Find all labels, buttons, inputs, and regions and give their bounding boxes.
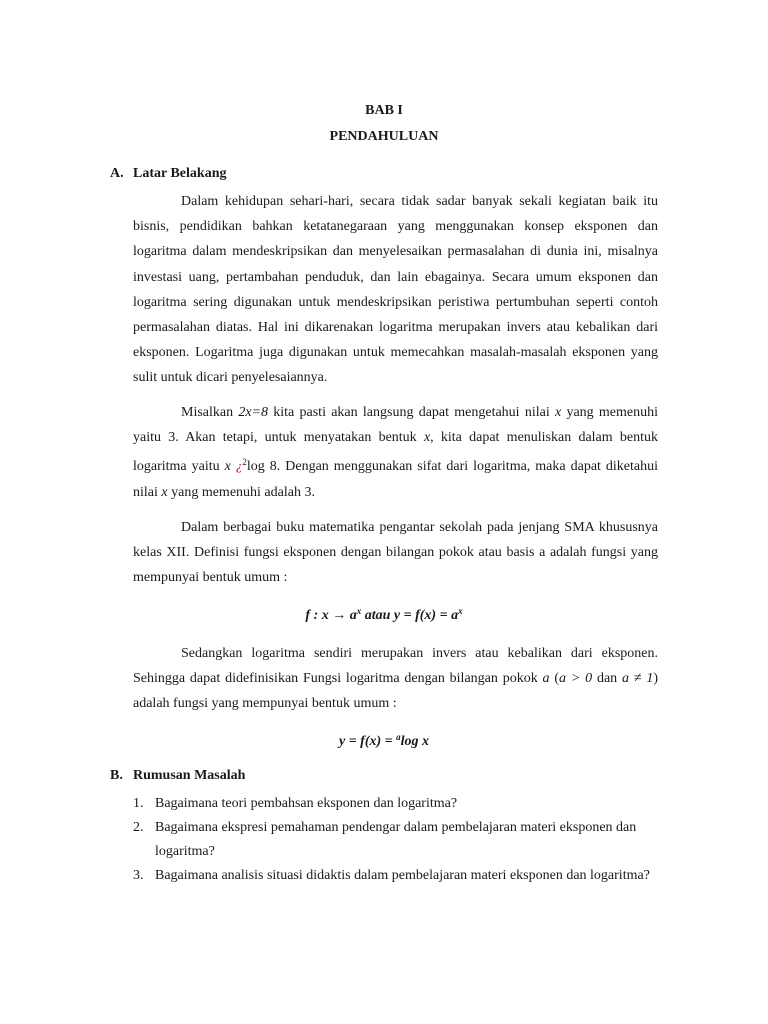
- section-b-heading: [110, 768, 245, 784]
- p2-text-3: yang memenuhi yaitu 3. Akan tetapi, untuk menyatakan bentuk: [133, 405, 658, 446]
- p4-text-1: Sedangkan logaritma sendiri merupakan invers atau kebalikan dari eksponen. Sehingga dapat didefinisikan Fungsi logaritma dengan bilangan pokok: [133, 646, 658, 687]
- variable-x: x: [554, 405, 562, 420]
- variable-x: x: [423, 430, 431, 446]
- p2-text-5: . Dengan menggunakan sifat dari logaritma, maka dapat diketahui nilai: [133, 459, 659, 500]
- p2-text-4: , kita dapat menuliskan dalam bentuk logaritma yaitu: [133, 430, 659, 475]
- chapter-number: BAB I: [365, 103, 403, 118]
- log-expression: x ¿$^2$log 8: [224, 457, 277, 475]
- paragraph-1-text: Dalam kehidupan sehari-hari, secara tidak sadar banyak sekali kegiatan baik itu bisnis, pendidikan bahkan ketatanegaraan yang menggunakan konsep eksponen dan logaritma dalam mendeskripsikan dan menyelesaikan permasalahan di dunia ini, misalnya investasi uang, pertambahan penduduk, dan lain ebagainya. Secara umum eksponen dan logaritma sering digunakan untuk mendeskripsikan peristiwa pertumbuhan seperti contoh permasalahan diatas. Hal ini dikarenakan logaritma merupakan invers atau kebalikan dari eksponen. Logaritma juga digunakan untuk memecahkan masalah-masalah eksponen yang sulit untuk dicari penyelesaiannya.: [133, 194, 658, 386]
- problem-list: [133, 792, 658, 888]
- variable-a: a: [542, 671, 550, 687]
- p2-text-6: yang memenuhi adalah 3.: [171, 484, 315, 500]
- p2-text-1: Misalkan: [181, 405, 234, 420]
- formula-logarithm: y = f(x) = $^a$log x: [338, 732, 430, 749]
- broken-glyph: ¿: [235, 458, 243, 474]
- equation-2x-8: 2x=8: [238, 405, 269, 420]
- paragraph-2: [133, 400, 658, 505]
- formula-exponent: f : $x \to a^x$ atau $y = f(x) = a^x$: [305, 606, 463, 623]
- condition-a-positive: a > 0: [559, 671, 593, 687]
- section-a-title: Latar Belakang: [133, 166, 227, 181]
- p2-text-2: kita pasti akan langsung dapat mengetahui nilai: [273, 405, 550, 420]
- variable-x: x: [161, 484, 168, 500]
- condition-a-not-one: a ≠ 1: [622, 671, 654, 687]
- paragraph-1: [133, 189, 658, 391]
- section-b-marker: B.: [110, 768, 123, 783]
- paragraph-3-text: Dalam berbagai buku matematika pengantar sekolah pada jenjang SMA khususnya kelas XII. Definisi fungsi eksponen dengan bilangan pokok atau basis a adalah fungsi yang mempunyai bentuk umum :: [133, 520, 658, 586]
- list-item: 2. Bagaimana ekspresi pemahaman pendengar dalam pembelajaran materi eksponen dan logaritma?: [133, 820, 637, 859]
- list-item: 1. Bagaimana teori pembahsan eksponen dan logaritma?: [133, 796, 458, 811]
- section-a-heading: [110, 166, 226, 182]
- section-b-title: Rumusan Masalah: [133, 768, 246, 783]
- paragraph-3: [133, 515, 658, 591]
- chapter-title: PENDAHULUAN: [329, 129, 439, 144]
- paragraph-4: Sedangkan logaritma sendiri merupakan invers atau kebalikan dari eksponen. Sehingga dapat didefinisikan Fungsi logaritma dengan bilangan pokok a (a > 0 dan a ≠ 1) adalah fungsi yang mempunyai bentuk umum :: [133, 646, 659, 712]
- list-item: 3. Bagaimana analisis situasi didaktis dalam pembelajaran materi eksponen dan logaritma?: [133, 868, 650, 883]
- section-a-marker: A.: [110, 166, 124, 181]
